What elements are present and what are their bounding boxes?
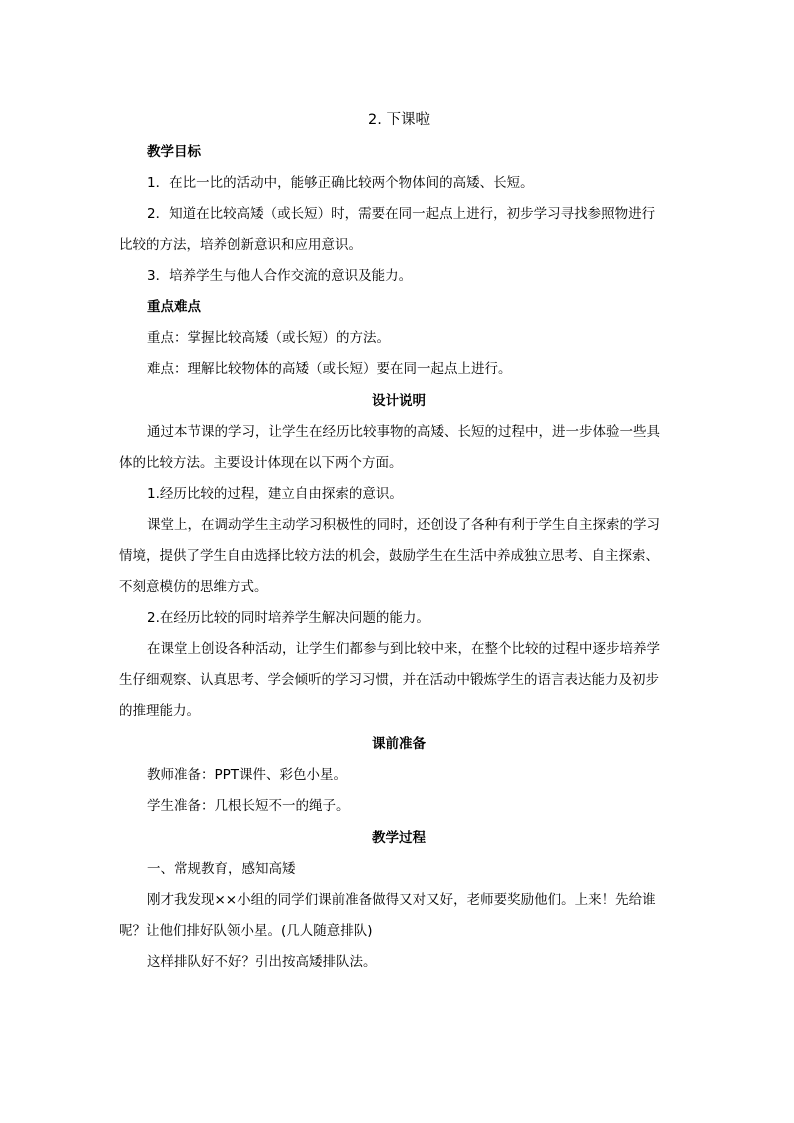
design-paragraph-2-line-1: 课堂上，在调动学生主动学习积极性的同时，还创设了各种有利于学生自主探索的学习 xyxy=(147,517,660,533)
design-paragraph-2-line-3: 不刻意模仿的思维方式。 xyxy=(119,579,268,595)
process-heading: 教学过程 xyxy=(372,830,426,846)
design-paragraph-1-line-1: 通过本节课的学习，让学生在经历比较事物的高矮、长短的过程中，进一步体验一些具 xyxy=(147,424,660,440)
design-paragraph-3-line-1: 在课堂上创设各种活动，让学生们都参与到比较中来，在整个比较的过程中逐步培养学 xyxy=(147,641,660,657)
process-paragraph-2: 这样排队好不好？引出按高矮排队法。 xyxy=(147,954,377,970)
design-item-2: 2.在经历比较的同时培养学生解决问题的能力。 xyxy=(147,610,430,626)
key-heading: 重点难点 xyxy=(147,299,201,315)
design-paragraph-3-line-2: 生仔细观察、认真思考、学会倾听的学习习惯，并在活动中锻炼学生的语言表达能力及初步 xyxy=(119,672,659,688)
design-paragraph-3-line-3: 的推理能力。 xyxy=(119,703,200,719)
design-paragraph-1-line-2: 体的比较方法。主要设计体现在以下两个方面。 xyxy=(119,455,403,471)
difficult-point: 难点：理解比较物体的高矮（或长短）要在同一起点上进行。 xyxy=(147,361,512,377)
objective-1: 1．在比一比的活动中，能够正确比较两个物体间的高矮、长短。 xyxy=(147,175,534,191)
design-item-1: 1.经历比较的过程，建立自由探索的意识。 xyxy=(147,486,403,502)
objective-2-line-2: 比较的方法，培养创新意识和应用意识。 xyxy=(119,237,362,253)
student-prep: 学生准备：几根长短不一的绳子。 xyxy=(147,798,350,814)
objectives-heading: 教学目标 xyxy=(147,144,201,160)
objective-3: 3．培养学生与他人合作交流的意识及能力。 xyxy=(147,268,413,284)
teacher-prep: 教师准备：PPT课件、彩色小星。 xyxy=(147,767,348,783)
key-point: 重点：掌握比较高矮（或长短）的方法。 xyxy=(147,330,390,346)
design-paragraph-2-line-2: 情境，提供了学生自由选择比较方法的机会，鼓励学生在生活中养成独立思考、自主探索、 xyxy=(119,548,659,564)
process-step-1: 一、常规教育，感知高矮 xyxy=(147,861,296,877)
design-heading: 设计说明 xyxy=(372,393,426,409)
objective-2-line-1: 2．知道在比较高矮（或长短）时，需要在同一起点上进行，初步学习寻找参照物进行 xyxy=(147,206,656,222)
process-paragraph-1-line-2: 呢？让他们排好队领小星。(几人随意排队) xyxy=(119,923,373,939)
process-paragraph-1-line-1: 刚才我发现××小组的同学们课前准备做得又对又好，老师要奖励他们。上来！先给谁 xyxy=(147,892,656,908)
page-title: 2. 下课啦 xyxy=(368,112,430,128)
prep-heading: 课前准备 xyxy=(372,736,426,752)
